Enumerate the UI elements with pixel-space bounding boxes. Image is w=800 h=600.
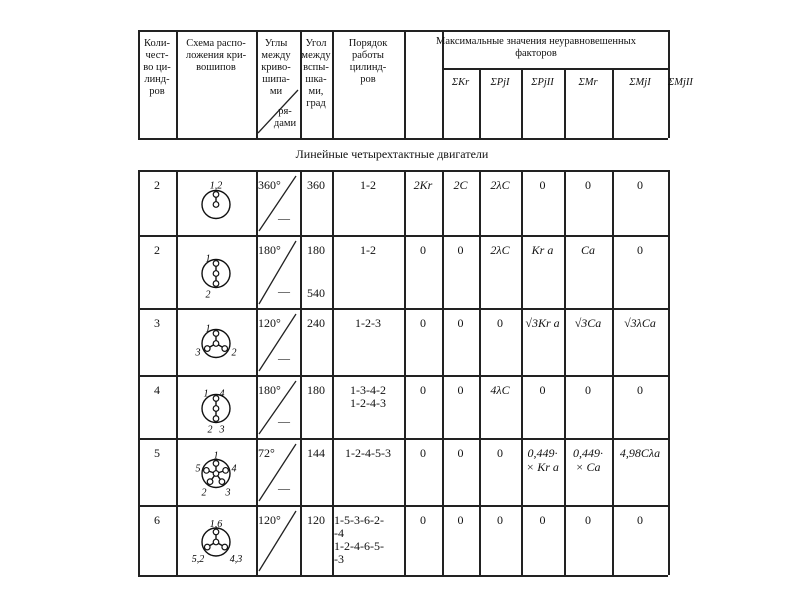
firing-order: -4 — [334, 526, 344, 540]
factor-value: 0,449· — [573, 446, 603, 460]
svg-text:2: 2 — [231, 347, 237, 359]
header-angles: Углы — [264, 38, 288, 49]
header-count: линд- — [144, 74, 170, 85]
factor-value: 0 — [539, 383, 546, 397]
header-scheme: вошипов — [196, 62, 236, 73]
section-title: Линейные четырехтактные двигатели — [295, 147, 489, 161]
flash-angle: 144 — [307, 446, 325, 460]
crank-angle: 120° — [258, 513, 281, 527]
factor-value: 0 — [497, 316, 503, 330]
factor-value: √3Ca — [574, 316, 602, 330]
svg-text:1: 1 — [203, 388, 209, 400]
svg-text:4: 4 — [219, 388, 225, 400]
factor-value: 0 — [457, 513, 464, 527]
factor-value: 0 — [497, 446, 503, 460]
factor-value: 2Kr — [413, 178, 433, 192]
crank-angle: 180° — [258, 243, 281, 257]
header-flash-angle: ми, — [308, 86, 324, 97]
factor-value: √3λCa — [624, 316, 656, 330]
header-flash-angle: вспы- — [303, 62, 329, 73]
header-factor: ΣKr — [451, 77, 470, 88]
svg-text:1,2: 1,2 — [209, 180, 223, 192]
factor-value: 2λC — [490, 178, 510, 192]
svg-text:5: 5 — [195, 463, 201, 475]
svg-text:1: 1 — [213, 450, 219, 462]
factor-value: 0 — [457, 383, 464, 397]
flash-angle: 120 — [307, 513, 325, 527]
factor-value: 0 — [585, 513, 591, 527]
crank-scheme-icon — [190, 172, 242, 233]
crank-scheme-icon — [190, 237, 242, 306]
header-count: Коли- — [144, 38, 170, 49]
svg-text:1: 1 — [205, 253, 211, 265]
factor-value: √3Kr a — [525, 316, 560, 330]
header-bottom-rule — [138, 138, 668, 140]
firing-order: 1-3-4-2 — [350, 383, 386, 397]
flash-angle: 180 — [307, 383, 325, 397]
header-scheme: Схема распо- — [186, 38, 246, 49]
row-angle-dash: — — [278, 211, 290, 225]
firing-order: 1-2-4-3 — [350, 396, 386, 410]
header-flash-angle: между — [301, 50, 331, 61]
factor-value: 0 — [457, 446, 464, 460]
cylinder-count: 2 — [154, 243, 160, 257]
svg-text:4,3: 4,3 — [229, 554, 242, 565]
header-angles: шипа- — [262, 74, 290, 85]
body-column-rule — [176, 170, 178, 575]
cylinder-count: 4 — [154, 383, 160, 397]
header-count: чест- — [145, 50, 169, 61]
svg-text:5,2: 5,2 — [191, 554, 205, 565]
flash-angle: 540 — [307, 286, 325, 300]
header-angles: криво- — [261, 62, 291, 73]
row-angle-dash: — — [278, 351, 290, 365]
header-angles: ми — [269, 86, 283, 97]
factor-value: 0 — [457, 316, 464, 330]
header-flash-angle: Угол — [305, 38, 327, 49]
flash-angle: 180 — [307, 243, 325, 257]
header-count: ров — [149, 86, 165, 97]
factor-value: 0 — [637, 243, 643, 257]
svg-text:2: 2 — [207, 424, 213, 436]
factor-value: 2λC — [490, 243, 510, 257]
factor-value: 0 — [497, 513, 503, 527]
cylinder-count: 5 — [154, 446, 160, 460]
factor-value: 0 — [457, 243, 464, 257]
factor-value: 0 — [539, 178, 546, 192]
header-count: во ци- — [143, 62, 171, 73]
factor-value: 0 — [585, 178, 591, 192]
header-angles-rows: дами — [273, 118, 297, 129]
firing-order: 1-5-3-6-2- — [334, 513, 384, 527]
crank-angle: 180° — [258, 383, 281, 397]
header-firing-order: цилинд- — [349, 62, 387, 73]
factor-value: 0 — [420, 383, 426, 397]
crank-scheme-icon — [190, 377, 242, 436]
crank-scheme-icon — [190, 440, 242, 503]
crank-angle: 120° — [258, 316, 281, 330]
row-angle-dash: — — [278, 414, 290, 428]
firing-order: 1-2 — [360, 178, 376, 192]
body-column-rule — [668, 170, 670, 575]
svg-text:1: 1 — [205, 323, 211, 335]
header-firing-order: ров — [360, 74, 376, 85]
svg-text:4: 4 — [231, 463, 237, 475]
header-max-values: Максимальные значения неуравновешенных — [436, 36, 636, 47]
factor-value: 0 — [539, 513, 546, 527]
factor-value: × Ca — [575, 460, 601, 474]
header-scheme: ложения кри- — [185, 50, 247, 61]
header-factor: ΣPjII — [531, 77, 554, 88]
factor-header-rule — [442, 68, 668, 70]
header-angles-rows: ря- — [278, 106, 292, 117]
factor-value: × Kr a — [526, 460, 559, 474]
factor-value: 0 — [585, 383, 591, 397]
firing-order: 1-2-4-6-5- — [334, 539, 384, 553]
flash-angle: 240 — [307, 316, 325, 330]
engine-balance-table — [138, 30, 693, 575]
row-angle-dash: — — [278, 481, 290, 495]
header-factor: ΣMjII — [668, 77, 693, 88]
svg-text:3: 3 — [219, 424, 225, 436]
crank-scheme-icon — [190, 310, 242, 373]
row-rule — [138, 575, 668, 577]
header-factor: ΣMjI — [629, 77, 651, 88]
firing-order: 1-2 — [360, 243, 376, 257]
row-angle-dash: — — [278, 284, 290, 298]
cylinder-count: 6 — [154, 513, 160, 527]
svg-text:2: 2 — [201, 487, 207, 499]
factor-value: 0 — [420, 513, 426, 527]
header-firing-order: Порядок — [348, 38, 388, 49]
crank-angle: 72° — [258, 446, 275, 460]
svg-text:1,6: 1,6 — [209, 519, 223, 530]
svg-text:3: 3 — [225, 487, 231, 499]
header-factor: ΣPjI — [490, 77, 510, 88]
firing-order: 1-2-3 — [355, 316, 381, 330]
factor-value: 0 — [420, 243, 426, 257]
svg-text:3: 3 — [195, 347, 201, 359]
firing-order: -3 — [334, 552, 344, 566]
factor-value: 2C — [453, 178, 468, 192]
svg-text:2: 2 — [205, 289, 211, 301]
header-factor: ΣMr — [578, 77, 598, 88]
crank-scheme-icon — [190, 507, 242, 573]
factor-value: 0 — [637, 178, 643, 192]
factor-value: Kr a — [531, 243, 554, 257]
factor-value: 0 — [420, 316, 426, 330]
header-firing-order: работы — [351, 50, 384, 61]
factor-value: 0 — [420, 446, 426, 460]
header-angles: между — [261, 50, 291, 61]
factor-value: 4,98Cλa — [619, 446, 661, 460]
header-flash-angle: шка- — [305, 74, 327, 85]
factor-value: 0 — [637, 513, 643, 527]
header-flash-angle: град — [306, 98, 326, 109]
flash-angle: 360 — [307, 178, 325, 192]
crank-angle: 360° — [258, 178, 281, 192]
factor-value: 0 — [637, 383, 643, 397]
factor-value: 0,449· — [527, 446, 558, 460]
factor-value: Ca — [580, 243, 595, 257]
table-top-border — [138, 30, 668, 32]
factor-value: 4λC — [490, 383, 510, 397]
header-max-values: факторов — [515, 48, 557, 59]
cylinder-count: 2 — [154, 178, 160, 192]
cylinder-count: 3 — [154, 316, 160, 330]
firing-order: 1-2-4-5-3 — [345, 446, 391, 460]
